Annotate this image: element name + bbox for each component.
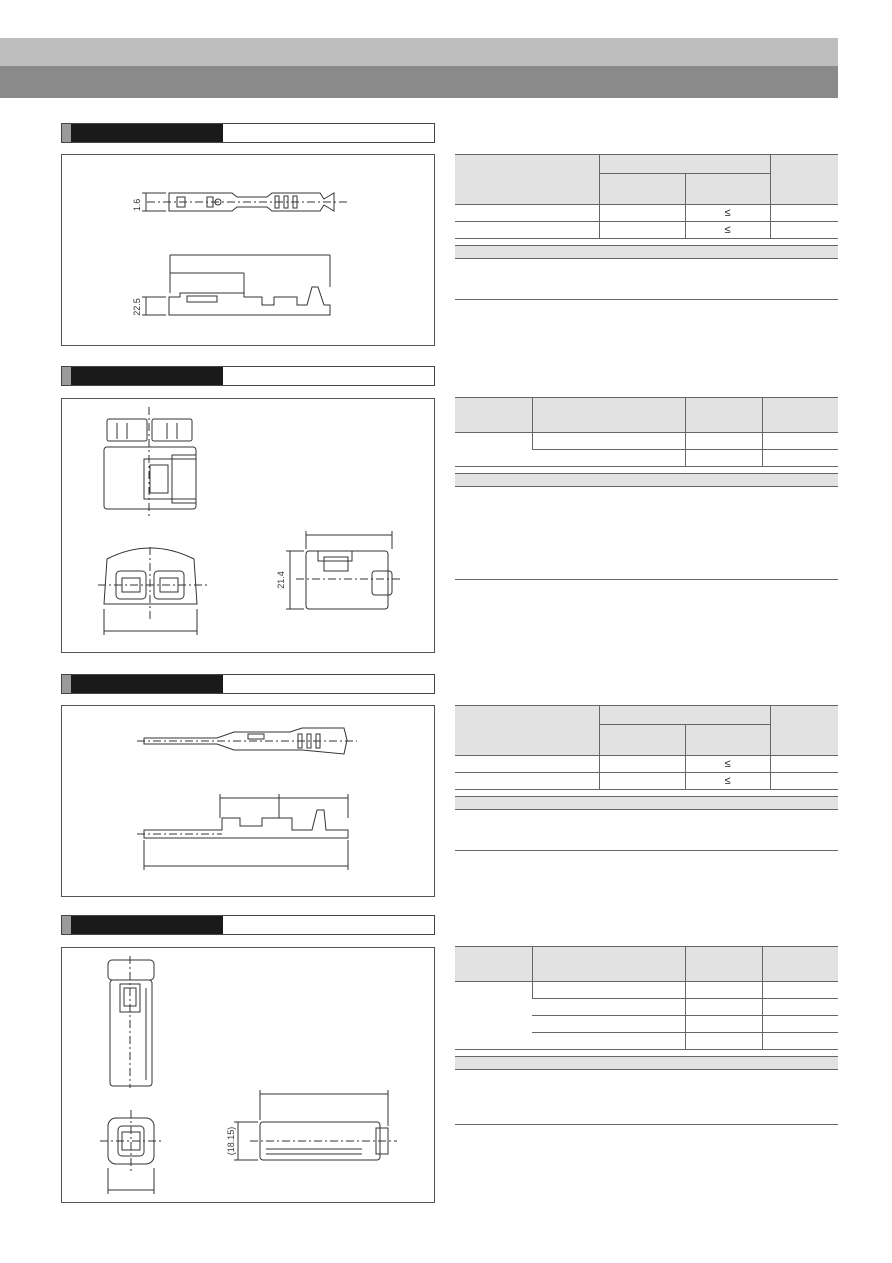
- header-tab-dark: [71, 367, 223, 385]
- notes-area: [455, 810, 838, 851]
- terminal-1-drawing: [62, 155, 436, 347]
- header-tab-grey: [62, 675, 71, 693]
- le-symbol: ≤: [685, 756, 770, 773]
- table-row: [455, 982, 838, 999]
- dim-18-15: (18.15): [226, 1126, 236, 1156]
- header-tab-dark: [71, 916, 223, 934]
- dim-1-6: 1.6: [132, 198, 142, 212]
- notes-area: [455, 487, 838, 580]
- housing-1-drawing: [62, 399, 436, 654]
- header-tab-grey: [62, 916, 71, 934]
- section-header-terminal-1: [61, 123, 435, 143]
- section-header-terminal-2: [61, 674, 435, 694]
- table-row: [455, 773, 838, 790]
- top-band-light: [0, 38, 838, 66]
- le-symbol: ≤: [685, 773, 770, 790]
- top-band-dark: [0, 66, 838, 98]
- section-header-housing-1: [61, 366, 435, 386]
- spec-table: [455, 705, 838, 790]
- notes-header-bar: [455, 1056, 838, 1070]
- le-symbol: ≤: [685, 205, 770, 222]
- spec-table: [455, 154, 838, 239]
- section-header-housing-2: [61, 915, 435, 935]
- drawing-panel-terminal-2: [61, 705, 435, 897]
- spec-table: [455, 946, 838, 1050]
- le-symbol: ≤: [685, 222, 770, 239]
- table-row: [455, 433, 838, 450]
- table-row: [455, 222, 838, 239]
- header-tab-dark: [71, 124, 223, 142]
- header-tab-grey: [62, 367, 71, 385]
- dim-22-5: 22.5: [132, 298, 142, 316]
- notes-area: [455, 1070, 838, 1125]
- dim-21-4: 21.4: [276, 571, 286, 589]
- table-row: [455, 756, 838, 773]
- table-row: [455, 205, 838, 222]
- spec-table-terminal-1: [455, 154, 838, 300]
- spec-table: [455, 397, 838, 467]
- drawing-panel-housing-2: [61, 947, 435, 1203]
- drawing-panel-terminal-1: [61, 154, 435, 346]
- drawing-panel-housing-1: [61, 398, 435, 653]
- header-tab-dark: [71, 675, 223, 693]
- housing-2-drawing: [62, 948, 436, 1204]
- notes-header-bar: [455, 245, 838, 259]
- header-tab-grey: [62, 124, 71, 142]
- spec-table-terminal-2: [455, 705, 838, 851]
- notes-area: [455, 259, 838, 300]
- notes-header-bar: [455, 796, 838, 810]
- spec-table-housing-1: [455, 397, 838, 580]
- spec-table-housing-2: [455, 946, 838, 1125]
- notes-header-bar: [455, 473, 838, 487]
- terminal-2-drawing: [62, 706, 436, 898]
